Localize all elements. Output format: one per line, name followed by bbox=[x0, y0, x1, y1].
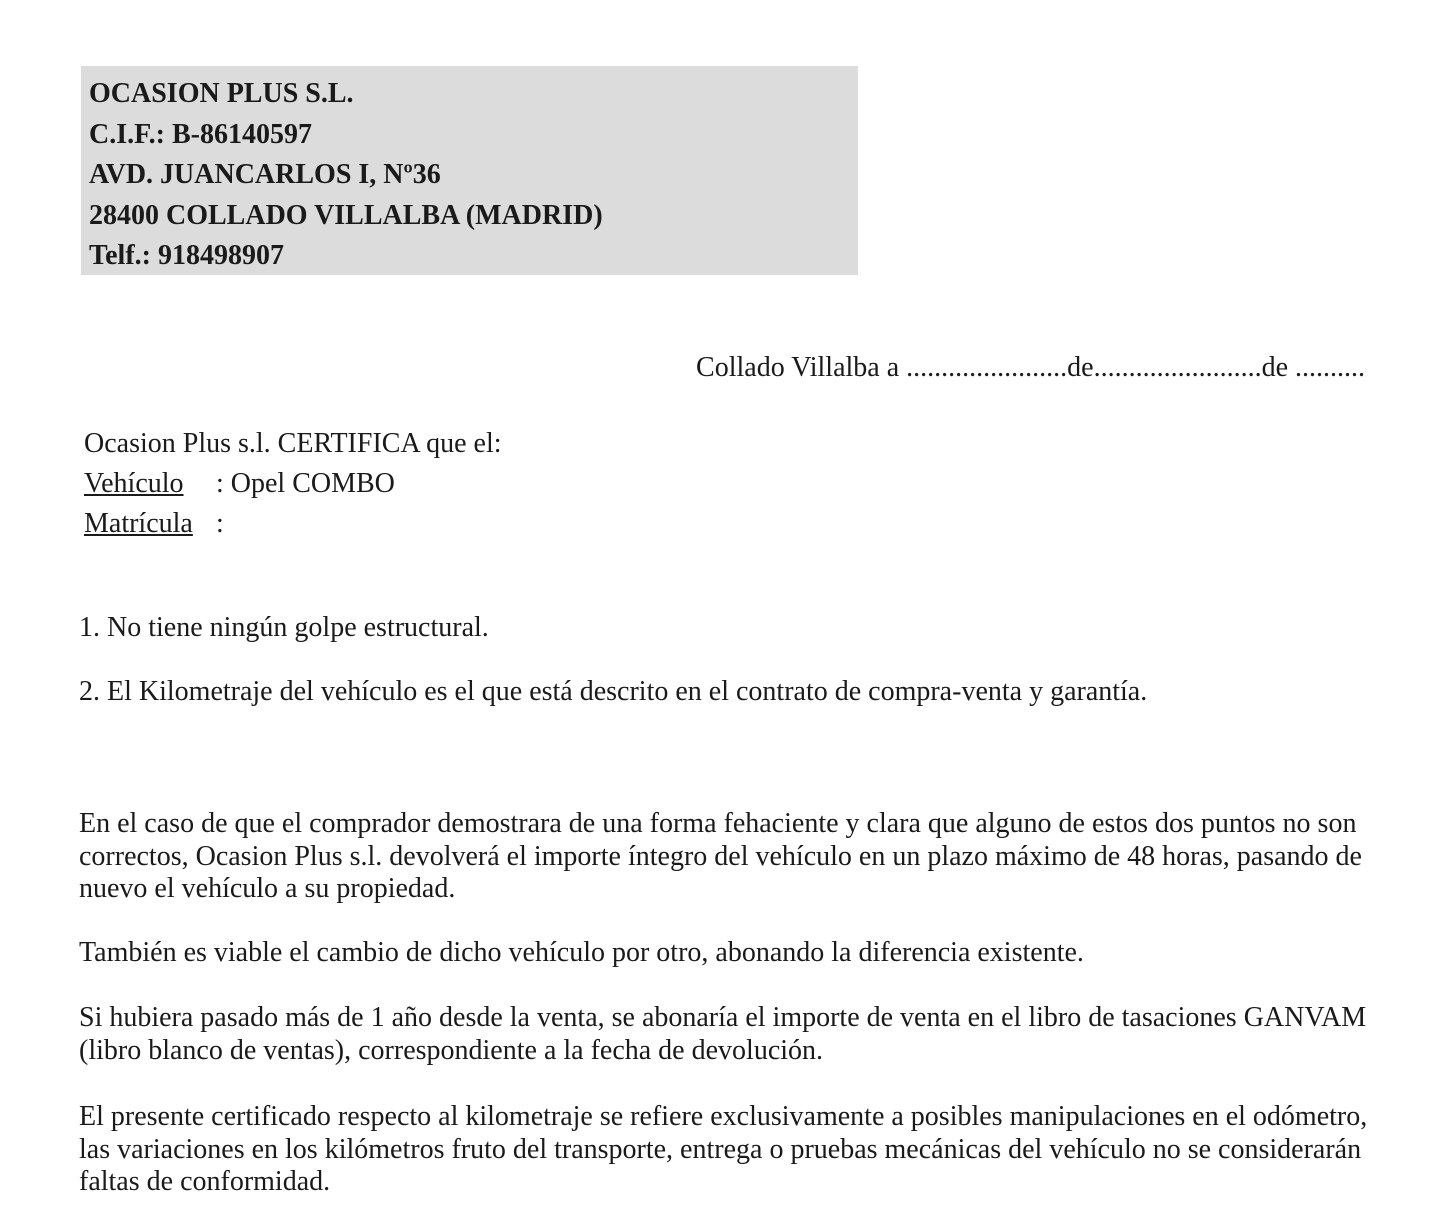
plate-field bbox=[84, 508, 224, 540]
company-name: OCASION PLUS S.L. bbox=[89, 78, 354, 109]
vehicle-label: Vehículo bbox=[84, 468, 184, 499]
vehicle-value: : Opel COMBO bbox=[216, 468, 395, 499]
plate-value: : bbox=[216, 508, 224, 539]
certifica-statement: Ocasion Plus s.l. CERTIFICA que el: bbox=[84, 428, 502, 459]
company-address: AVD. JUANCARLOS I, Nº36 bbox=[89, 159, 441, 190]
paragraph-exchange: También es viable el cambio de dicho vehículo por otro, abonando la diferencia existente. bbox=[79, 937, 1084, 968]
paragraph-ganvam: Si hubiera pasado más de 1 año desde la venta, se abonaría el importe de venta en el libro de tasaciones GANVAM (libro blanco de ventas), correspondiente a la fecha de devolución. bbox=[79, 1002, 1367, 1066]
point-item-1: 1. No tiene ningún golpe estructural. bbox=[79, 612, 489, 643]
date-line: Collado Villalba a .......................de........................de .......... bbox=[696, 352, 1365, 383]
company-header-box bbox=[81, 66, 858, 275]
plate-label: Matrícula bbox=[84, 508, 193, 539]
company-phone: Telf.: 918498907 bbox=[89, 240, 284, 271]
vehicle-field bbox=[84, 468, 395, 500]
point-item-2: 2. El Kilometraje del vehículo es el que está descrito en el contrato de compra-venta y garantía. bbox=[79, 676, 1148, 707]
company-cif: C.I.F.: B-86140597 bbox=[89, 118, 312, 150]
paragraph-refund: En el caso de que el comprador demostrara de una forma fehaciente y clara que alguno de estos dos puntos no son correctos, Ocasion Plus s.l. devolverá el importe íntegro del vehículo en un plazo máximo de 48 horas, pasando de nuevo el vehículo a su propiedad. bbox=[79, 808, 1362, 904]
company-city: 28400 COLLADO VILLALBA (MADRID) bbox=[89, 199, 603, 231]
paragraph-odometer: El presente certificado respecto al kilometraje se refiere exclusivamente a posibles manipulaciones en el odómetro, las variaciones en los kilómetros fruto del transporte, entrega o pruebas mecánicas del vehículo no se considerarán faltas de conformidad. bbox=[79, 1101, 1368, 1197]
